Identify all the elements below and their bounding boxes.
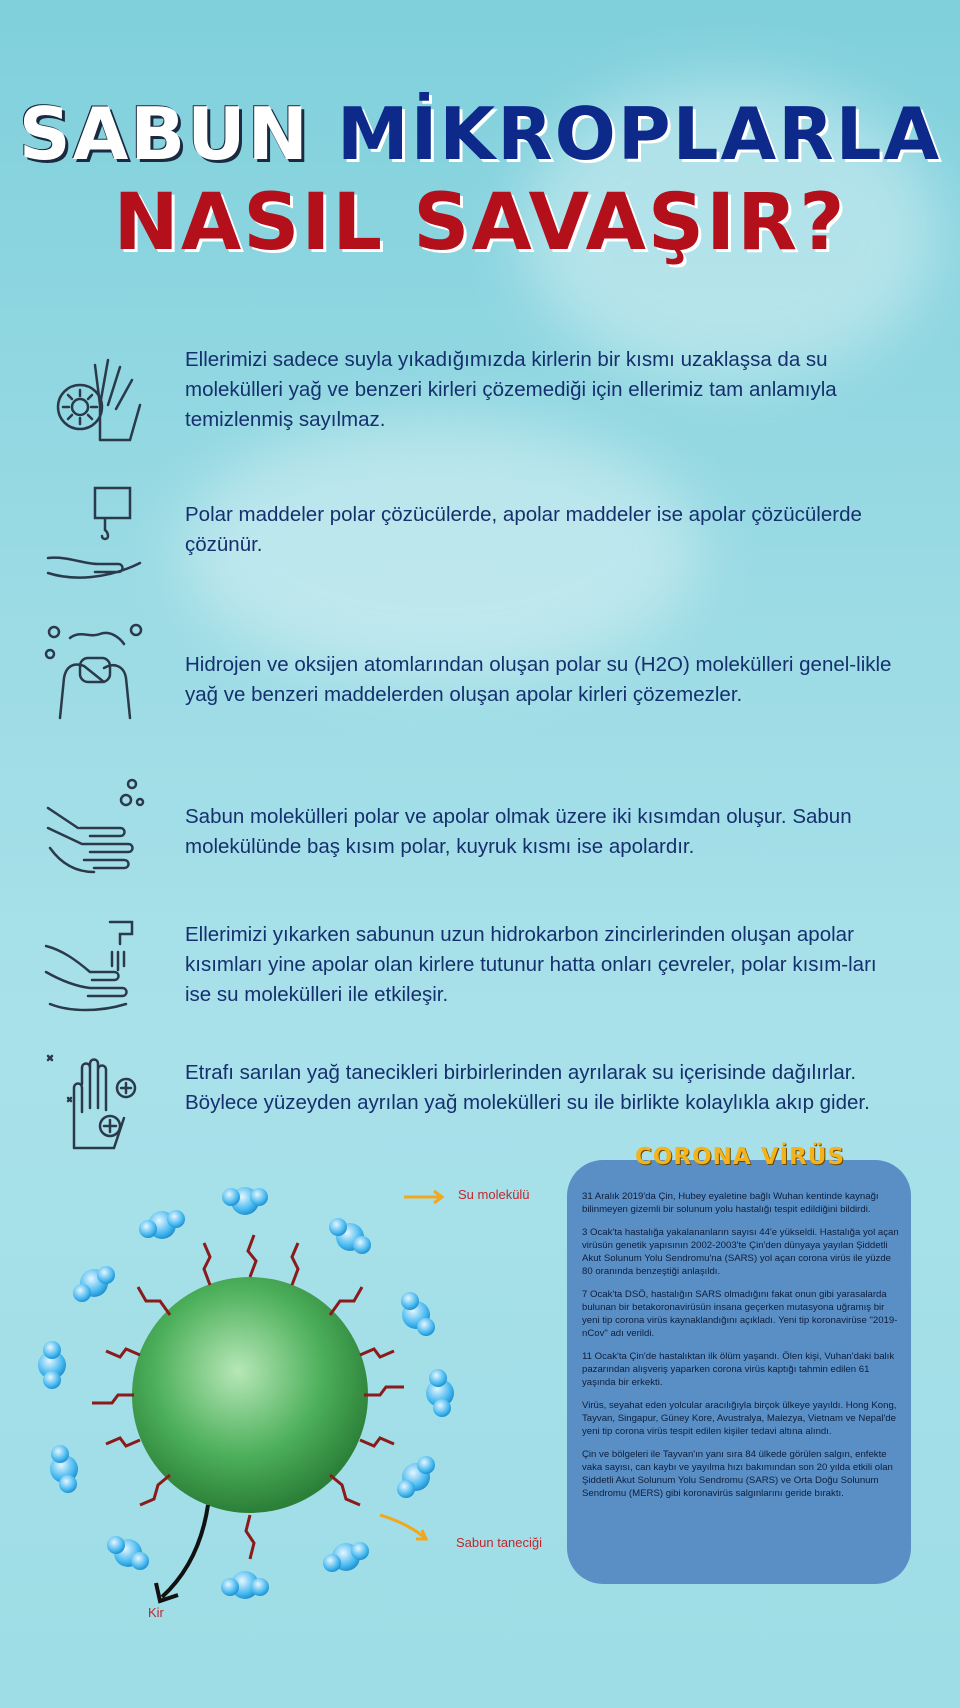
step-6: [40, 1048, 940, 1158]
corona-paragraph: 3 Ocak'ta hastalığa yakalananların sayısı 44'e yükseldi. Hastalığa yol açan virüsün genetik yapısının 2002-2003'te Çin'den dünyaya yayılan Şiddetli Akut Solunum Yolu Sendromu'na (SARS) yol açan corona virüs ile yüzde 80 oranında benzeştiği anlaşıldı.: [582, 1227, 899, 1277]
clean-hand-icon: [40, 1048, 150, 1158]
step-2: [40, 478, 940, 588]
step-1: [40, 345, 940, 455]
step-text: Ellerimizi yıkarken sabunun uzun hidrokarbon zincirlerinden oluşan apolar kısımları yine apolar olan kirlere tutunur hatta onları çevreler, polar kısım-ları ise su molekülleri ile etkileşir.: [185, 923, 877, 1006]
corona-text: [582, 1190, 902, 1510]
water-molecule-label: Su molekülü: [458, 1187, 530, 1202]
soap-particle-label: Sabun taneciği: [456, 1535, 543, 1550]
title-line-1: [0, 92, 960, 176]
step-4: [40, 778, 940, 888]
rubbing-hands-icon: [40, 778, 150, 888]
corona-paragraph: Virüs, seyahat eden yolcular aracılığıyla birçok ülkeye yayıldı. Hong Kong, Tayvan, Singapur, Güney Kore, Avustralya, Malezya, Vietnam ve Nepal'de yeni tip corona virüs tespit edilen kişiler tedavi altına alındı.: [582, 1400, 897, 1437]
soap-label-arrow: [380, 1515, 424, 1537]
title-line-2: NASIL SAVAŞIR?: [113, 178, 847, 268]
virus-hand-icon: [40, 345, 150, 455]
corona-paragraph: 7 Ocak'ta DSÖ, hastalığın SARS olmadığını fakat onun gibi yarasalarda bulunan bir betakoronavirüsün insana geçerken mutasyona uğramış bir yeni tip corona virüs kaynaklandığını açıkladı. Yeni tip koronavirüse "2019-nCov" adı verildi.: [582, 1289, 898, 1339]
step-text: Hidrojen ve oksijen atomlarından oluşan polar su (H2O) molekülleri genel-likle yağ ve benzeri maddelerden oluşan apolar kirleri çözemezler.: [185, 653, 892, 706]
step-text: Etrafı sarılan yağ tanecikleri birbirlerinden ayrılarak su içerisinde dağılırlar. Böylece yüzeyden ayrılan yağ molekülleri su ile birlikte kolaylıkla akıp gider.: [185, 1061, 870, 1114]
soap-micelle-diagram: [30, 1165, 560, 1635]
corona-paragraph: 31 Aralık 2019'da Çin, Hubey eyaletine bağlı Wuhan kentinde kaynağı bilinmeyen gizemli bir solunum yolu hastalığı tespit edildiğini bildirdi.: [582, 1191, 879, 1215]
dirt-label: Kir: [148, 1605, 164, 1620]
corona-paragraph: 11 Ocak'ta Çin'de hastalıktan ilk ölüm yaşandı. Ölen kişi, Vuhan'daki balık pazarından alışveriş yaparken corona virüs kaptığı tahmin edilen 61 yaşında bir erkekti.: [582, 1351, 895, 1388]
faucet-hands-icon: [40, 912, 150, 1022]
title-word-sabun: SABUN: [18, 92, 310, 176]
step-3: [40, 618, 940, 728]
corona-title: CORONA VİRÜS: [634, 1144, 846, 1170]
step-text: Polar maddeler polar çözücülerde, apolar maddeler ise apolar çözücülerde çözünür.: [185, 503, 862, 556]
dirt-label-arrow: [162, 1505, 208, 1597]
title-word-mikroplarla: MİKROPLARLA: [336, 92, 942, 176]
step-text: Ellerimizi sadece suyla yıkadığımızda kirlerin bir kısmı uzaklaşsa da su molekülleri yağ ve benzeri kirleri çözemediği için ellerimiz tam anlamıyla temizlenmiş sayılmaz.: [185, 348, 837, 431]
corona-paragraph: Çin ve bölgeleri ile Tayvan'ın yanı sıra 84 ülkede görülen salgın, enfekte vaka sayısı, can kaybı ve yayılma hızı bakımından son 20 yılda etkili olan Şiddetli Akut Solunum Yolu Sendromu (SARS) ve Orta Doğu Solunum Sendromu (MERS) gibi koronavirüs salgınlarını geride bıraktı.: [582, 1449, 893, 1499]
lathering-hands-icon: [40, 618, 150, 728]
soap-dispenser-hand-icon: [40, 478, 150, 588]
step-text: Sabun molekülleri polar ve apolar olmak üzere iki kısımdan oluşur. Sabun molekülünde baş kısım polar, kuyruk kısmı ise apolardır.: [185, 805, 852, 858]
step-5: [40, 912, 940, 1022]
